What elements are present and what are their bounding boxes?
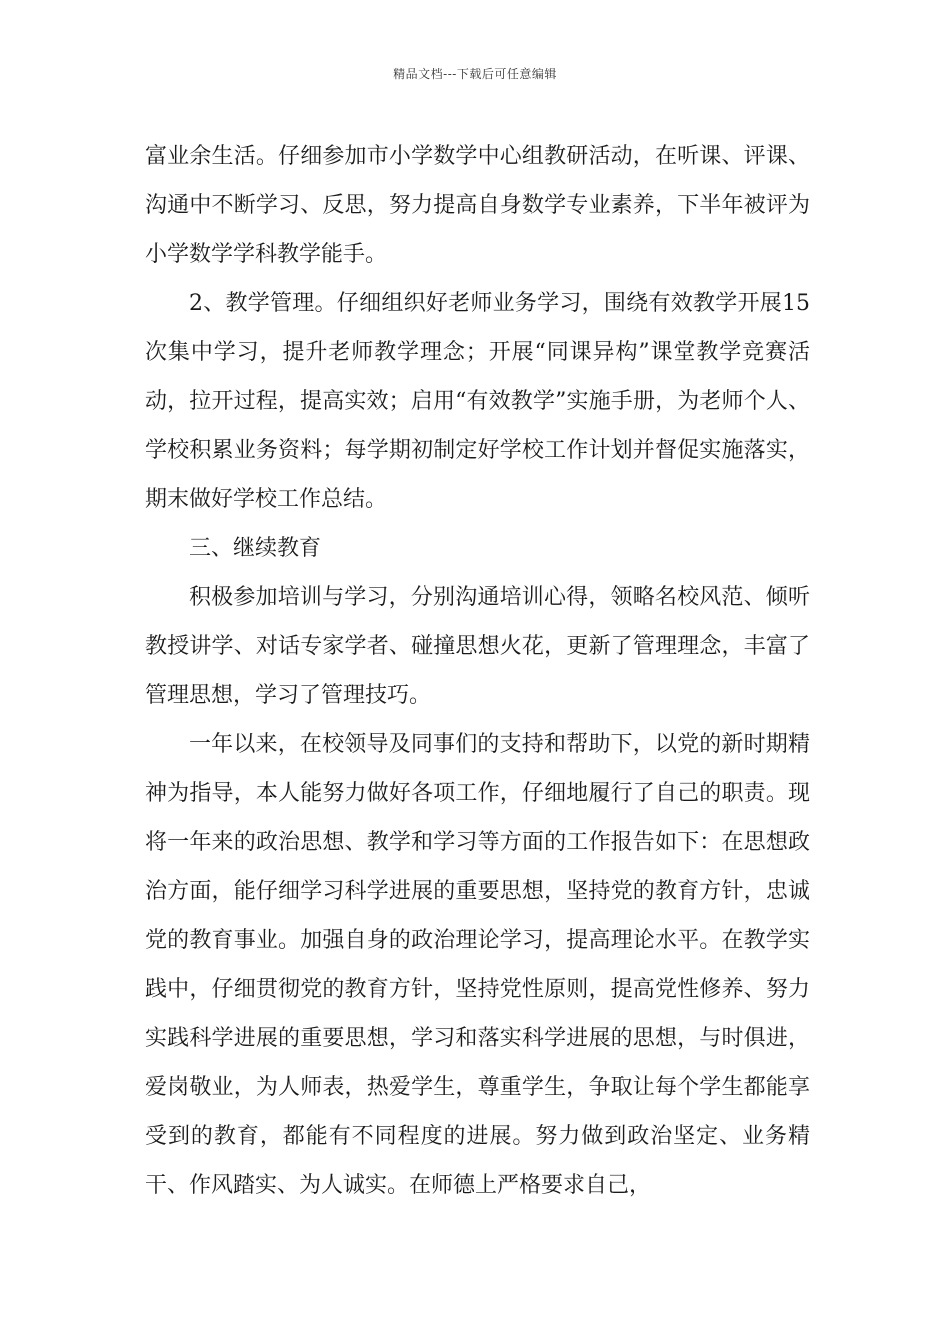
paragraph-1: 富业余生活。仔细参加市小学数学中心组教研活动，在听课、评课、沟通中不断学习、反思，努力提高自身数学专业素养，下半年被评为小学数学学科教学能手。: [145, 144, 810, 267]
document-body: [145, 132, 810, 1210]
paragraph-2-teaching-management: 2、教学管理。仔细组织好老师业务学习，围绕有效教学开展15次集中学习，提升老师教学理念；开展“同课异构”课堂教学竞赛活动，拉开过程，提高实效；启用“有效教学”实施手册，为老师个人、学校积累业务资料；每学期初制定好学校工作计划并督促实施落实，期末做好学校工作总结。: [145, 291, 810, 512]
paragraph-training: 积极参加培训与学习，分别沟通培训心得，领略名校风范、倾听教授讲学、对话专家学者、碰撞思想火花，更新了管理理念，丰富了管理思想，学习了管理技巧。: [145, 585, 810, 708]
page-header: 精品文档---下载后可任意编辑: [393, 67, 557, 81]
section-heading-continuing-education: 三、继续教育: [189, 536, 322, 561]
paragraph-annual-report: 一年以来，在校领导及同事们的支持和帮助下，以党的新时期精神为指导，本人能努力做好各项工作，仔细地履行了自己的职责。现将一年来的政治思想、教学和学习等方面的工作报告如下：在思想政治方面，能仔细学习科学进展的重要思想，坚持党的教育方针，忠诚党的教育事业。加强自身的政治理论学习，提高理论水平。在教学实践中，仔细贯彻党的教育方针，坚持党性原则，提高党性修养、努力实践科学进展的重要思想，学习和落实科学进展的思想，与时俱进，爱岗敬业，为人师表，热爱学生，尊重学生，争取让每个学生都能享受到的教育，都能有不同程度的进展。努力做到政治坚定、业务精干、作风踏实、为人诚实。在师德上严格要求自己，: [145, 732, 810, 1198]
